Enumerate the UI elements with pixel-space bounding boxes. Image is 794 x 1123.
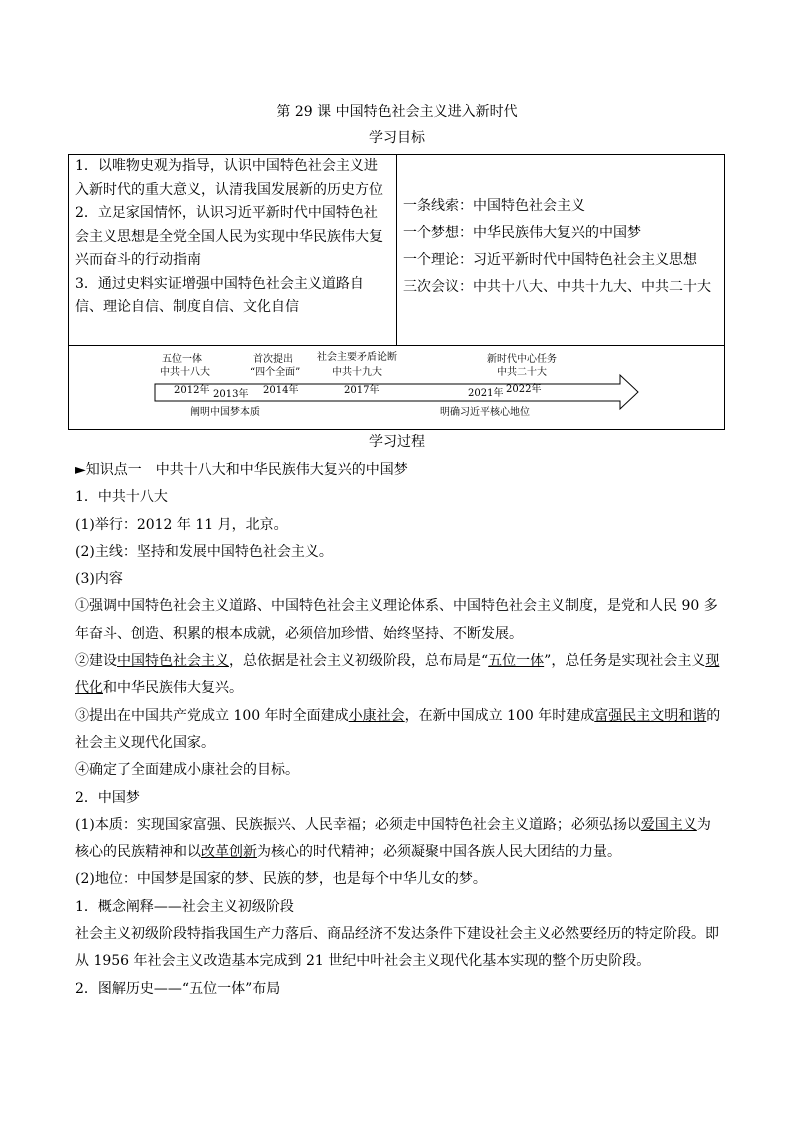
event-label: 中共十九大 bbox=[332, 367, 382, 378]
event-label: 中共十八大 bbox=[160, 367, 210, 378]
section-heading: 2．中国梦 bbox=[75, 789, 140, 806]
objective-item: 2．立足家国情怀，认识习近平新时代中国特色社会主义思想是全党全国人民为实现中华民族伟大复兴而奋斗的行动指南 bbox=[75, 205, 383, 268]
event-label: 中共二十大 bbox=[497, 367, 547, 378]
event-label: 新时代中心任务 bbox=[487, 354, 557, 365]
text-run: ”，总任务是实现社会主义 bbox=[544, 653, 706, 670]
objectives-heading: 学习目标 bbox=[369, 130, 425, 146]
text-run: ②建设 bbox=[75, 653, 117, 670]
text-run: 为核心的时代精神；必须凝聚中国各族人民大团结的力量。 bbox=[257, 844, 621, 861]
underlined-term: 爱国主义 bbox=[640, 816, 697, 833]
paragraph bbox=[75, 648, 723, 703]
paragraph: (2)主线：坚持和发展中国特色社会主义。 bbox=[75, 543, 333, 560]
knowledge-point-heading: ►知识点一 中共十八大和中华民族伟大复兴的中国梦 bbox=[75, 462, 408, 478]
paragraph: (2)地位：中国梦是国家的梦、民族的梦，也是每个中华儿女的梦。 bbox=[75, 871, 487, 888]
objectives-right-cell bbox=[397, 155, 724, 345]
underlined-term: 中国特色社会主义 bbox=[117, 653, 229, 670]
text-run: (1)本质：实现国家富强、民族振兴、人民幸福；必须走中国特色社会主义道路；必须弘扬以 bbox=[75, 816, 641, 833]
year-label: 2014年 bbox=[263, 385, 299, 396]
bottom-label: 阐明中国梦本质 bbox=[190, 407, 260, 418]
paragraph bbox=[75, 703, 723, 758]
objective-item: 1．以唯物史观为指导，认识中国特色社会主义进入新时代的重大意义，认清我国发展新的历史方位 bbox=[75, 158, 383, 198]
summary-item: 一个理论：习近平新时代中国特色社会主义思想 bbox=[403, 252, 697, 268]
year-label: 2013年 bbox=[213, 389, 249, 400]
event-label: 社会主要矛盾论断 bbox=[317, 352, 397, 363]
text-run: 为核心的民族精神和以 bbox=[75, 816, 711, 861]
year-label: 2022年 bbox=[506, 384, 542, 395]
paragraph bbox=[75, 812, 723, 867]
section-heading: 1．概念阐释——社会主义初级阶段 bbox=[75, 898, 294, 915]
text-run: ，总依据是社会主义初级阶段，总布局是“ bbox=[229, 653, 489, 670]
paragraph: (1)举行：2012 年 11 月，北京。 bbox=[75, 516, 288, 533]
underlined-term: 小康社会 bbox=[348, 707, 405, 724]
event-label: 首次提出 bbox=[253, 354, 293, 365]
year-label: 2021年 bbox=[468, 388, 504, 399]
underlined-term: 改革创新 bbox=[201, 844, 257, 861]
underlined-term: 五位一体 bbox=[488, 653, 545, 670]
process-heading: 学习过程 bbox=[369, 434, 425, 450]
paragraph: ①强调中国特色社会主义道路、中国特色社会主义理论体系、中国特色社会主义制度，是党和人民 90 多年奋斗、创造、积累的根本成就，必须倍加珍惜、始终坚持、不断发展。 bbox=[75, 598, 718, 642]
year-label: 2017年 bbox=[344, 385, 380, 396]
objectives-table bbox=[68, 154, 725, 430]
text-run: 的社会主义现代化国家。 bbox=[75, 707, 721, 751]
paragraph: 社会主义初级阶段特指我国生产力落后、商品经济不发达条件下建设社会主义必然要经历的特定阶段。即从 1956 年社会主义改造基本完成到 21 世纪中叶社会主义现代化基本实现的整个历史阶段。 bbox=[75, 926, 719, 970]
text-run: 和中华民族伟大复兴。 bbox=[103, 680, 243, 697]
objectives-left-cell bbox=[69, 155, 397, 345]
paragraph: ④确定了全面建成小康社会的目标。 bbox=[75, 762, 299, 779]
objective-item: 3．通过史料实证增强中国特色社会主义道路自信、理论自信、制度自信、文化自信 bbox=[75, 275, 364, 315]
lesson-title: 第 29 课 中国特色社会主义进入新时代 bbox=[276, 104, 518, 120]
underlined-term: 现代化 bbox=[75, 653, 720, 697]
text-run: ，在新中国成立 100 年时建成 bbox=[404, 707, 595, 724]
summary-item: 一条线索：中国特色社会主义 bbox=[403, 198, 585, 214]
lesson-body bbox=[75, 457, 723, 1003]
section-heading: 2．图解历史——“五位一体”布局 bbox=[75, 980, 281, 997]
bottom-label: 明确习近平核心地位 bbox=[440, 407, 530, 418]
summary-item: 三次会议：中共十八大、中共十九大、中共二十大 bbox=[403, 279, 711, 295]
event-label: “四个全面” bbox=[250, 367, 301, 378]
year-label: 2012年 bbox=[174, 385, 210, 396]
summary-item: 一个梦想：中华民族伟大复兴的中国梦 bbox=[403, 225, 641, 241]
timeline-diagram bbox=[69, 346, 724, 429]
text-run: ③提出在中国共产党成立 100 年时全面建成 bbox=[75, 707, 349, 724]
section-heading: 1．中共十八大 bbox=[75, 489, 168, 506]
event-label: 五位一体 bbox=[162, 354, 202, 365]
paragraph: (3)内容 bbox=[75, 571, 123, 588]
underlined-term: 富强民主文明和谐 bbox=[594, 707, 707, 724]
